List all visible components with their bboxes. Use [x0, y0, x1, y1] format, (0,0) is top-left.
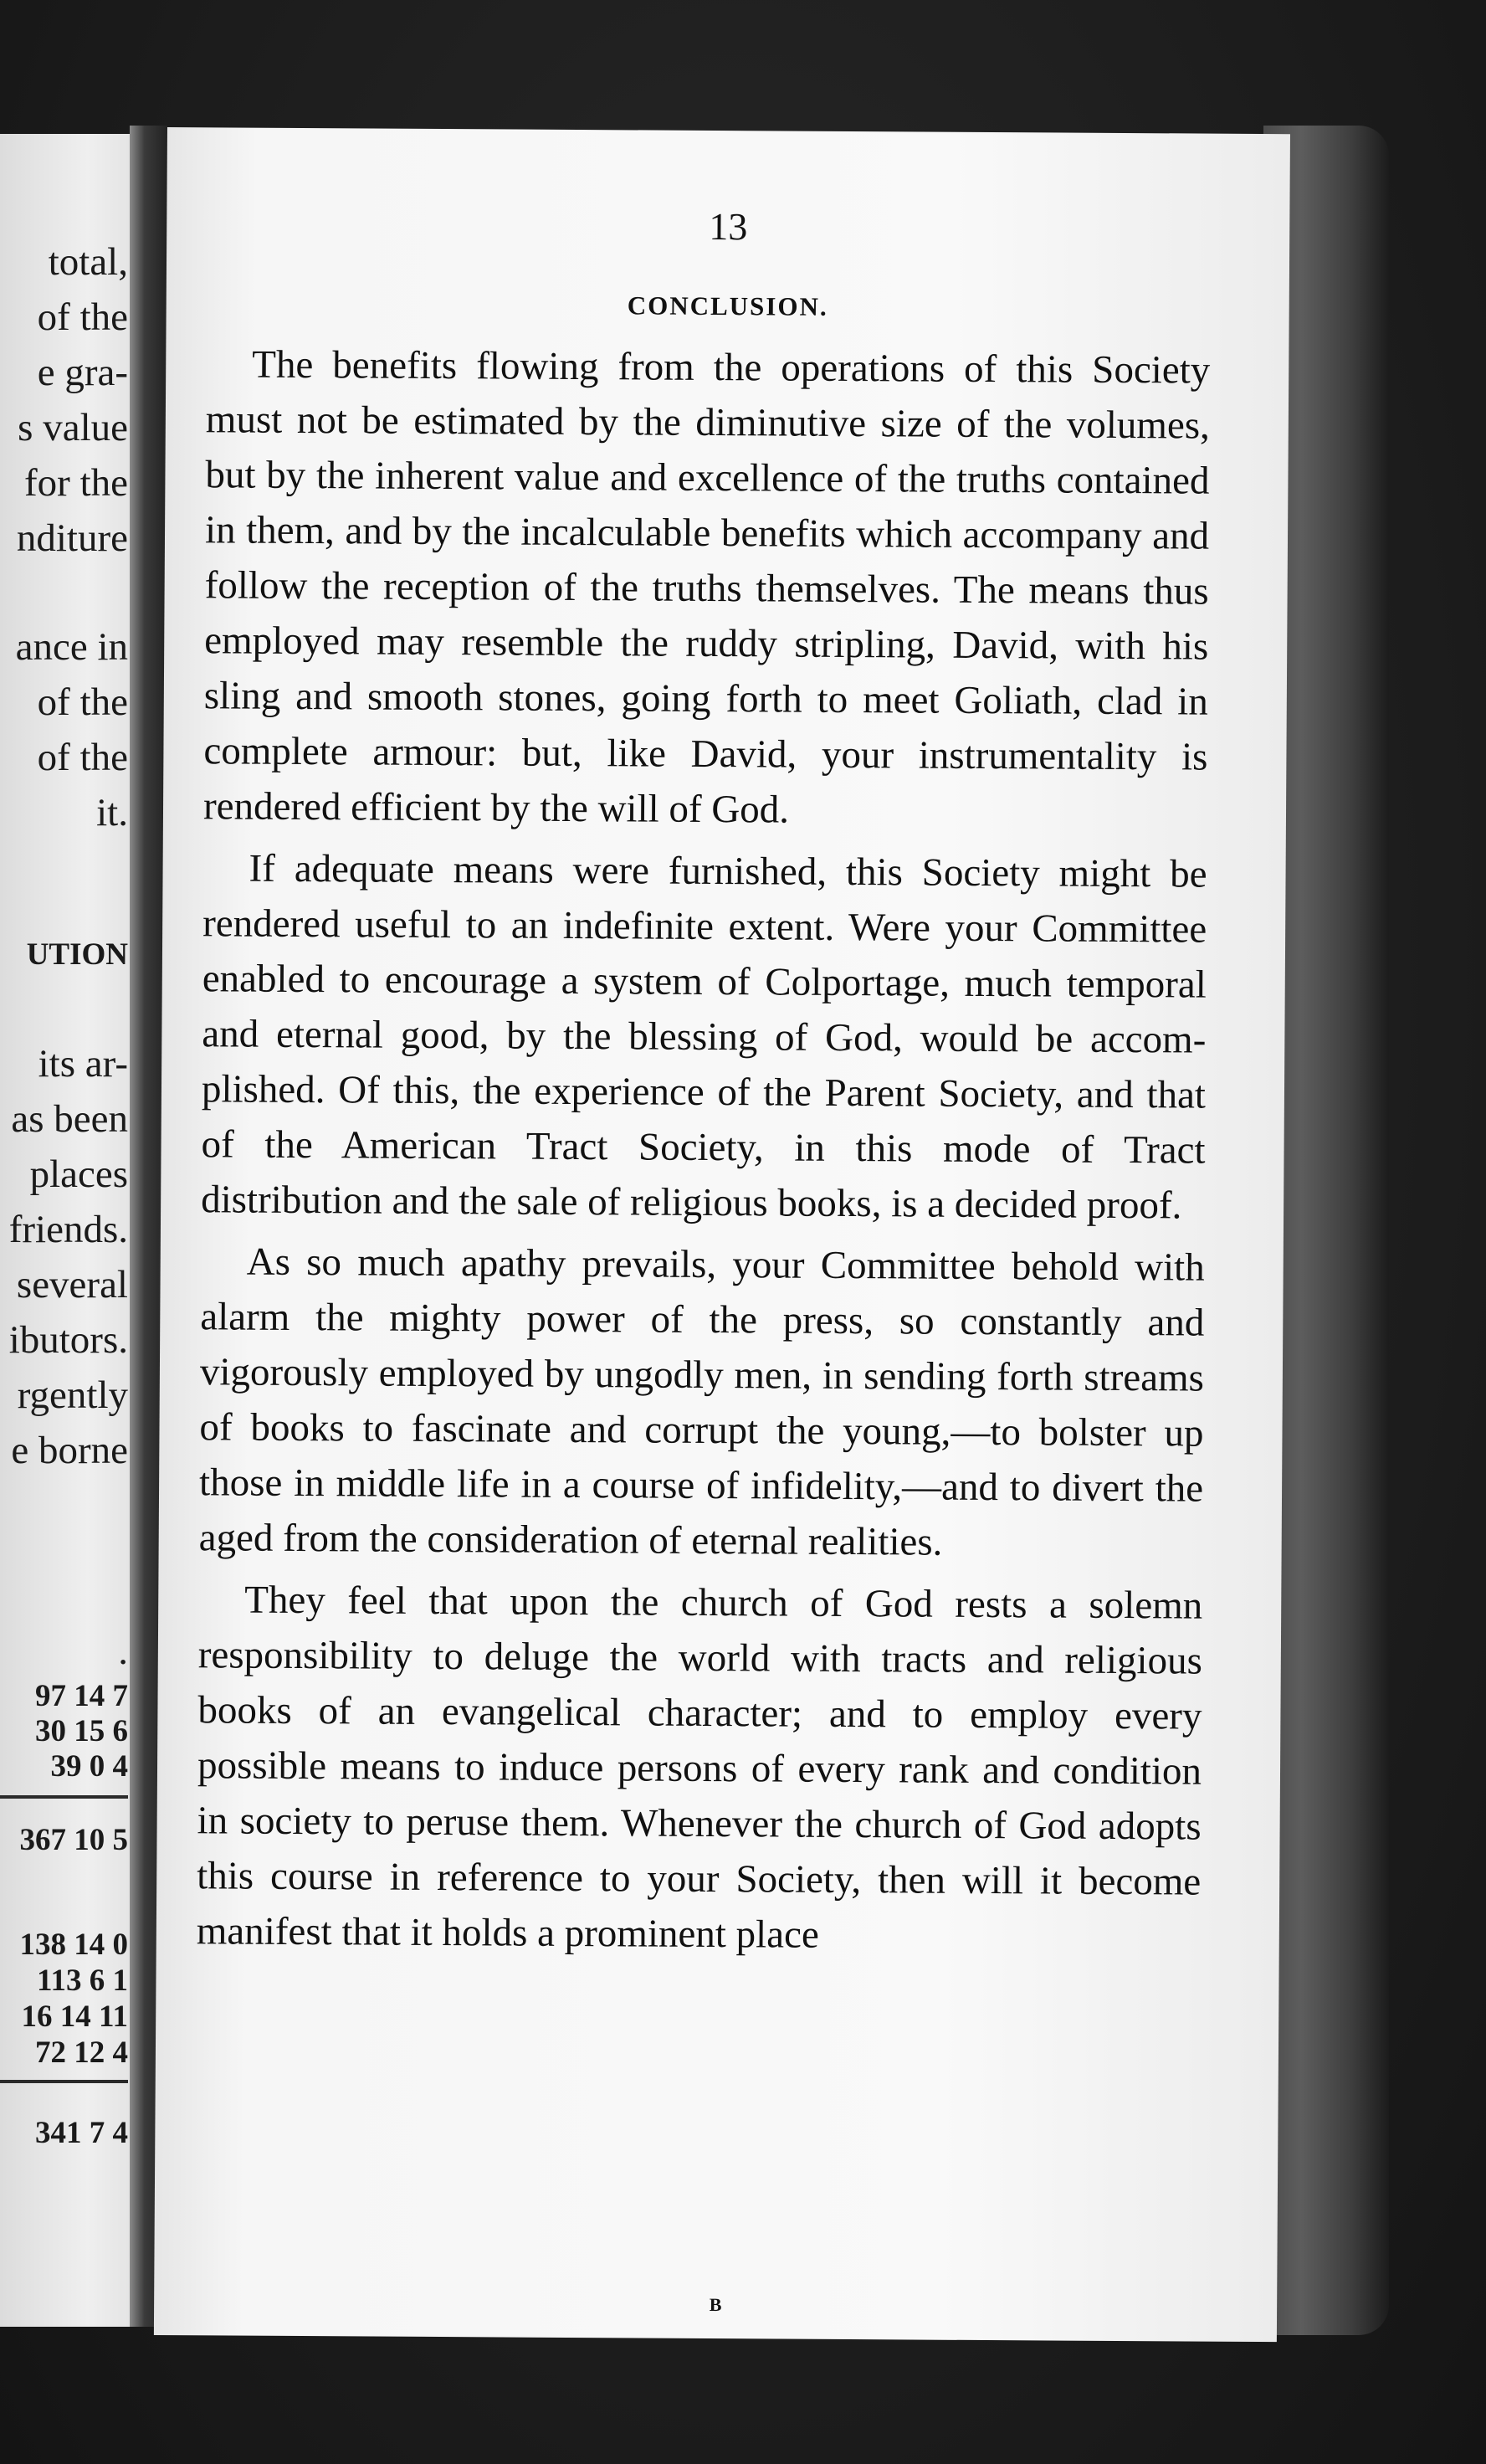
- left-page-line: of the: [37, 736, 128, 779]
- left-page-line: ance in: [15, 625, 128, 669]
- left-table-row: 16 14 11: [21, 1999, 128, 2034]
- left-page-line: of the: [37, 680, 128, 724]
- body-text: [197, 336, 1211, 1971]
- paragraph: [203, 336, 1211, 839]
- left-table-row: 97 14 7: [35, 1679, 128, 1713]
- paragraph: [197, 1572, 1203, 1964]
- paragraph-text: If adequate means were furnished, this Society might be rendered useful to an indefinite extent. Were your Committee enabled to encourage a system of Colportage, much temporal and eternal good, by the blessing of God, would be accomplished. Of this, the experience of the Parent Society, and that of the American Tract Society, in this mode of Tract distribution and the sale of religious books, is a decided proof.: [201, 846, 1207, 1228]
- left-page-line: e borne: [11, 1429, 128, 1472]
- left-table-rule: [0, 2080, 128, 2083]
- left-table-rule: [0, 1795, 128, 1799]
- paragraph: [201, 840, 1207, 1233]
- left-page-line: nditure: [16, 516, 128, 560]
- left-table-row: 72 12 4: [35, 2035, 128, 2070]
- left-page-line: its ar-: [38, 1042, 128, 1086]
- paragraph-text: They feel that upon the church of God rests a solemn responsibility to deluge the world with tracts and religious books of an evangelical character; and to employ every possible means to induce persons of every rank and condition in society to peruse them. Whenever the church of God adopts this course in reference to your Society, then will it become manifest that it holds a prominent place: [196, 1578, 1203, 1957]
- section-heading: CONCLUSION.: [627, 290, 828, 321]
- left-table-row: 113 6 1: [37, 1964, 128, 1998]
- left-page-line: friends.: [8, 1208, 128, 1251]
- paragraph-text: As so much apathy prevails, your Committee behold with alarm the mighty power of the press, so constantly and vigorously employed by ungodly men, in sending forth streams of books to fascinate and corrupt the young,—to bolster up those in middle life in a course of infidelity,—and to divert the aged from the consideration of eternal realities.: [198, 1240, 1205, 1564]
- page-number: 13: [709, 204, 748, 249]
- signature-mark: B: [709, 2294, 722, 2316]
- paragraph: [199, 1234, 1205, 1571]
- left-page-line: e gra-: [37, 351, 128, 394]
- paragraph-text: The benefits flowing from the operations of this Society must not be estimated by the diminutive size of the volumes, but by the inherent value and excellence of the truths contained in them, and by the incalculable benefits which accompany and follow the reception of the truths themselves. The means thus employed may resemble the ruddy stripling, David, with his sling and smooth stones, going forth to meet Goliath, clad in complete armour: but, like David, your instrumentality is rendered efficient by the will of God.: [202, 342, 1211, 832]
- left-page-line: total,: [48, 240, 128, 284]
- left-facing-page: [0, 134, 146, 2327]
- left-page-line: of the: [37, 295, 128, 339]
- left-page-line: for the: [24, 461, 128, 505]
- left-page-line: rgently: [17, 1373, 128, 1417]
- left-page-line: it.: [96, 791, 128, 834]
- left-table-row: 138 14 0: [19, 1928, 128, 1962]
- left-page-line: as been: [11, 1097, 128, 1141]
- left-table-row: 30 15 6: [35, 1714, 128, 1748]
- left-page-line: s value: [18, 406, 128, 449]
- left-page-line: ibutors.: [8, 1318, 128, 1362]
- left-page-line: several: [16, 1263, 128, 1306]
- left-page-line: places: [29, 1152, 128, 1196]
- left-table-total: 341 7 4: [35, 2116, 128, 2150]
- book-page: [154, 127, 1290, 2342]
- left-page-heading-fragment: UTION: [26, 937, 128, 972]
- left-page-dot: .: [118, 1630, 128, 1673]
- left-table-row: 39 0 4: [50, 1749, 128, 1784]
- left-table-total: 367 10 5: [19, 1823, 128, 1857]
